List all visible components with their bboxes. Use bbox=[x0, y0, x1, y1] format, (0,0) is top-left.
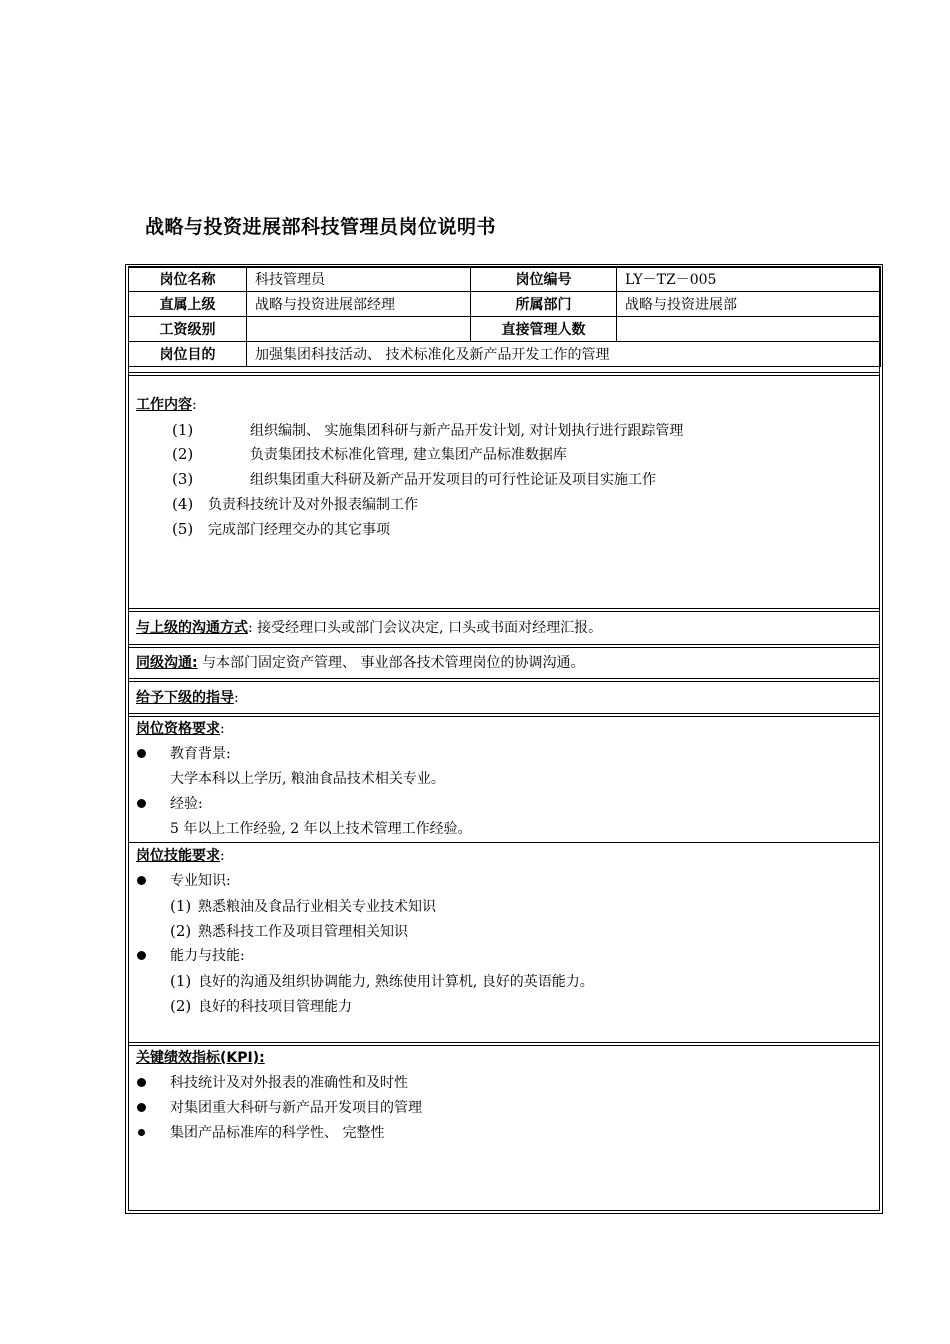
qualification-label: 教育背景: bbox=[170, 746, 231, 762]
ability-num: (1) bbox=[170, 972, 192, 990]
work-item-num: (3) bbox=[172, 470, 194, 488]
ability-label: 能力与技能: bbox=[170, 948, 245, 964]
table-row bbox=[129, 317, 881, 342]
divider bbox=[128, 644, 880, 648]
bullet-icon bbox=[137, 951, 146, 960]
comm-peer-heading: 同级沟通: bbox=[136, 655, 198, 671]
work-item: 负责集团技术标准化管理, 建立集团产品标准数据库 bbox=[250, 447, 567, 463]
ability-num: (2) bbox=[170, 997, 192, 1015]
knowledge-label: 专业知识: bbox=[170, 873, 231, 889]
department-value: 战略与投资进展部 bbox=[617, 292, 881, 317]
kpi-section bbox=[136, 1049, 265, 1067]
kpi-item: 对集团重大科研与新产品开发项目的管理 bbox=[170, 1100, 422, 1116]
work-item: 组织编制、 实施集团科研与新产品开发计划, 对计划执行进行跟踪管理 bbox=[250, 423, 684, 439]
skills-section: 岗位技能要求: bbox=[136, 848, 225, 864]
salary-label: 工资级别 bbox=[129, 317, 247, 342]
superior-value: 战略与投资进展部经理 bbox=[247, 292, 471, 317]
superior-label: 直属上级 bbox=[129, 292, 247, 317]
bullet-icon bbox=[137, 1078, 146, 1087]
department-label: 所属部门 bbox=[471, 292, 617, 317]
work-item: 组织集团重大科研及新产品开发项目的可行性论证及项目实施工作 bbox=[250, 472, 656, 488]
bullet-icon bbox=[137, 876, 146, 885]
table-row bbox=[129, 292, 881, 317]
divider bbox=[128, 1042, 880, 1046]
purpose-value: 加强集团科技活动、 技术标准化及新产品开发工作的管理 bbox=[247, 342, 881, 367]
comm-superior-text: : 接受经理口头或部门会议决定, 口头或书面对经理汇报。 bbox=[248, 620, 603, 636]
qualification-detail: 大学本科以上学历, 粮油食品技术相关专业。 bbox=[170, 771, 445, 787]
work-item-num: (1) bbox=[172, 421, 194, 439]
position-code-label: 岗位编号 bbox=[471, 267, 617, 292]
bullet-icon bbox=[137, 749, 146, 758]
subordinates-value bbox=[617, 317, 881, 342]
work-item-num: (4) bbox=[172, 495, 194, 513]
knowledge-item: 熟悉粮油及食品行业相关专业技术知识 bbox=[198, 899, 436, 915]
work-item: 负责科技统计及对外报表编制工作 bbox=[208, 497, 418, 513]
position-code-value: LY－TZ－005 bbox=[617, 267, 881, 292]
document-frame bbox=[125, 264, 883, 1214]
bullet-icon bbox=[137, 1103, 146, 1112]
comm-superior-section bbox=[136, 619, 602, 637]
divider bbox=[128, 608, 880, 612]
comm-peer-section bbox=[136, 654, 585, 672]
guidance-section: 给予下级的指导: bbox=[136, 690, 239, 706]
ability-item: 良好的沟通及组织协调能力, 熟练使用计算机, 良好的英语能力。 bbox=[198, 974, 594, 990]
comm-peer-text: 与本部门固定资产管理、 事业部各技术管理岗位的协调沟通。 bbox=[197, 655, 585, 671]
qualification-detail: 5 年以上工作经验, 2 年以上技术管理工作经验。 bbox=[170, 821, 472, 837]
page-title: 战略与投资进展部科技管理员岗位说明书 bbox=[145, 216, 497, 238]
kpi-item: 集团产品标准库的科学性、 完整性 bbox=[170, 1125, 385, 1141]
info-table bbox=[128, 266, 881, 367]
work-item: 完成部门经理交办的其它事项 bbox=[208, 522, 390, 538]
kpi-heading: 关键绩效指标(KPI): bbox=[136, 1050, 265, 1066]
knowledge-num: (1) bbox=[170, 897, 192, 915]
kpi-item: 科技统计及对外报表的准确性和及时性 bbox=[170, 1075, 408, 1091]
knowledge-num: (2) bbox=[170, 922, 192, 940]
work-section: 工作内容: bbox=[136, 397, 197, 413]
position-name-label: 岗位名称 bbox=[129, 267, 247, 292]
work-item-num: (2) bbox=[172, 445, 194, 463]
qualification-label: 经验: bbox=[170, 796, 203, 812]
subordinates-label: 直接管理人数 bbox=[471, 317, 617, 342]
qualification-section: 岗位资格要求: bbox=[136, 721, 225, 737]
purpose-label: 岗位目的 bbox=[129, 342, 247, 367]
table-row bbox=[129, 267, 881, 292]
divider bbox=[128, 713, 880, 717]
knowledge-item: 熟悉科技工作及项目管理相关知识 bbox=[198, 924, 408, 940]
comm-superior-heading: 与上级的沟通方式 bbox=[136, 620, 248, 636]
divider bbox=[128, 842, 880, 843]
bullet-icon bbox=[137, 799, 146, 808]
position-name-value: 科技管理员 bbox=[247, 267, 471, 292]
divider bbox=[128, 372, 880, 376]
work-item-num: (5) bbox=[172, 520, 194, 538]
qualification-heading: 岗位资格要求 bbox=[136, 721, 220, 737]
divider bbox=[128, 678, 880, 682]
salary-value bbox=[247, 317, 471, 342]
skills-heading: 岗位技能要求 bbox=[136, 848, 220, 864]
bullet-icon bbox=[138, 1129, 145, 1136]
guidance-heading: 给予下级的指导 bbox=[136, 690, 234, 706]
work-heading: 工作内容 bbox=[136, 397, 192, 413]
table-row bbox=[129, 342, 881, 367]
ability-item: 良好的科技项目管理能力 bbox=[198, 999, 352, 1015]
